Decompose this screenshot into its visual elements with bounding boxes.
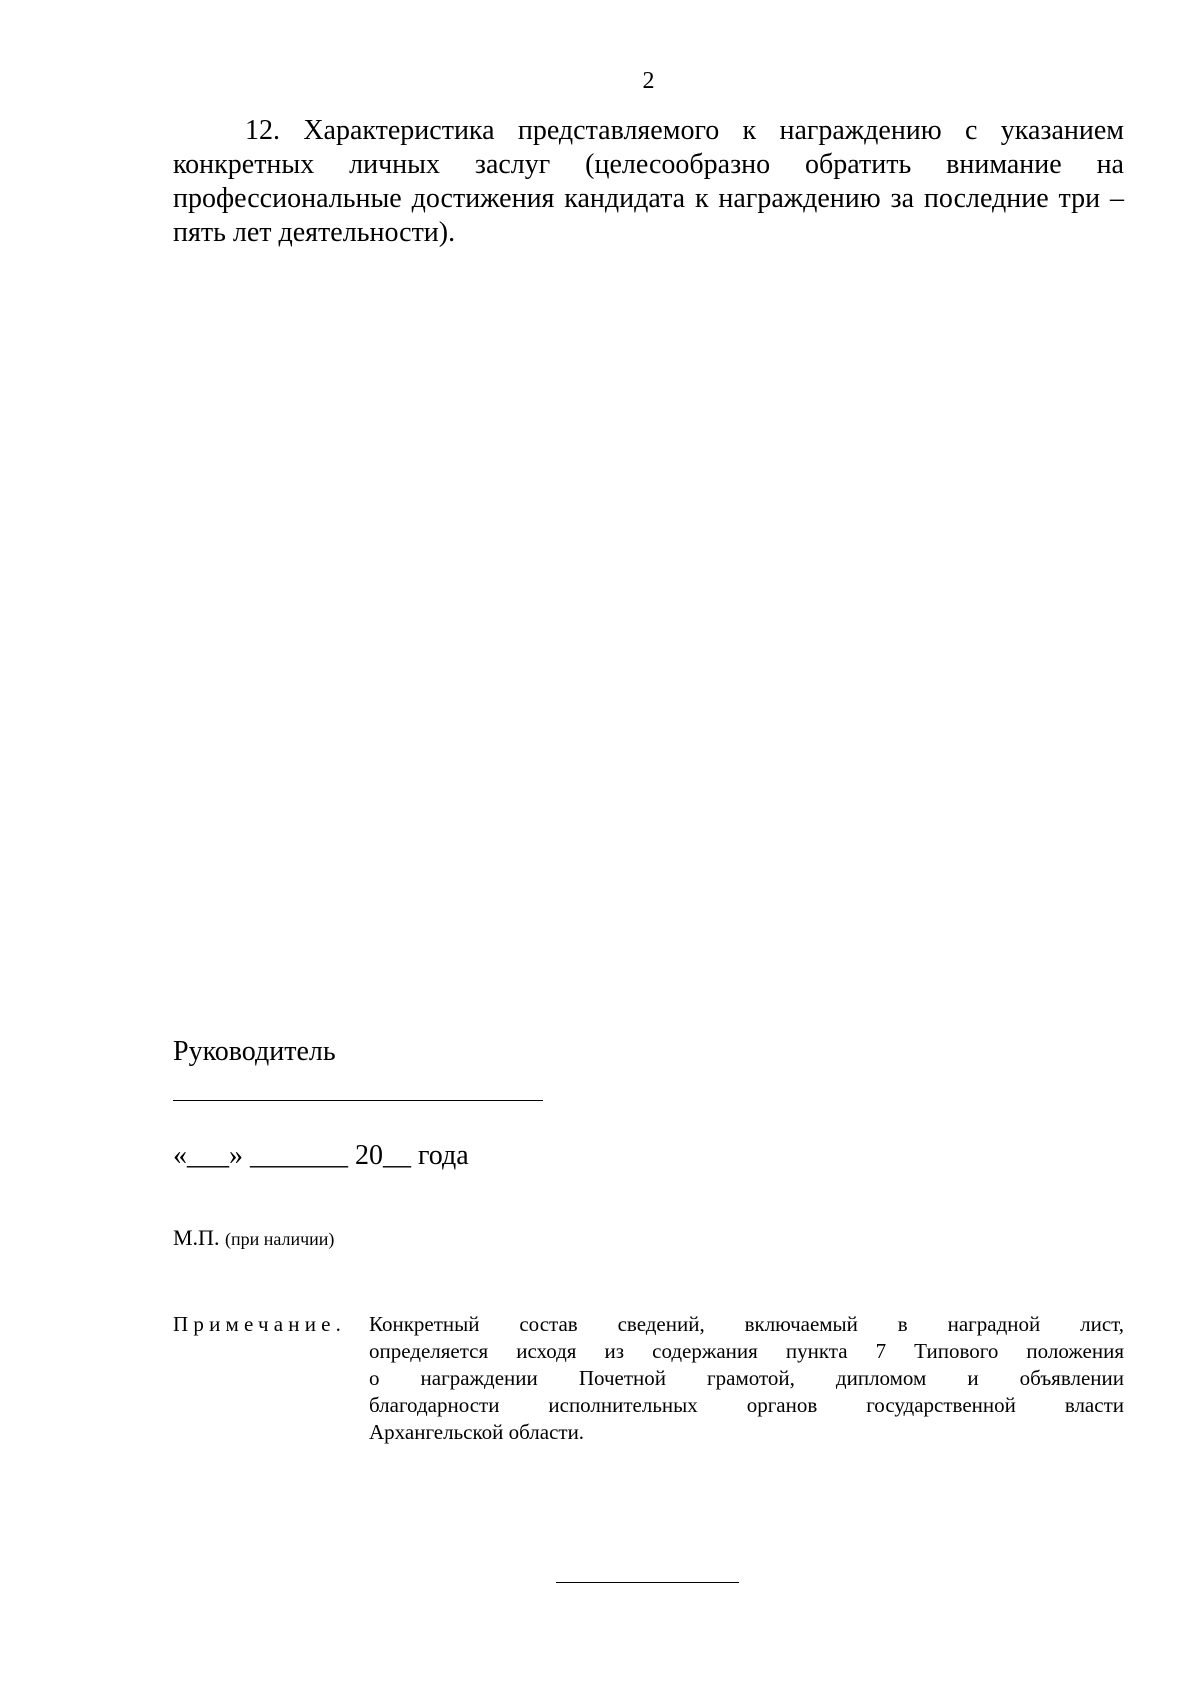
section-12-line: 12. Характеристика представляемого к награждению с указанием: [245, 115, 1124, 146]
stamp-note: (при наличии): [224, 1229, 335, 1249]
section-12-paragraph: [173, 114, 1124, 250]
note-line: о награждении Почетной грамотой, дипломом и объявлении: [369, 1366, 1124, 1390]
end-divider: [556, 1582, 739, 1583]
stamp-place: [173, 1225, 334, 1251]
section-12-line: конкретных личных заслуг (целесообразно обратить внимание на: [173, 149, 1124, 180]
note-body: [369, 1311, 1124, 1446]
page-number: 2: [642, 68, 655, 94]
date-line: «___» _______ 20__ года: [173, 1140, 469, 1171]
section-12-line: профессиональные достижения кандидата к награждению за последние три –: [173, 183, 1124, 214]
note-label: Примечание.: [173, 1312, 347, 1336]
note-line: благодарности исполнительных органов государственной власти: [369, 1393, 1124, 1417]
note-line: определяется исходя из содержания пункта 7 Типового положения: [369, 1339, 1124, 1363]
head-label: Руководитель: [173, 1036, 336, 1067]
section-12-line: пять лет деятельности).: [173, 217, 456, 248]
note-line: Архангельской области.: [369, 1420, 585, 1444]
note-line: Конкретный состав сведений, включаемый в наградной лист,: [369, 1312, 1124, 1336]
stamp-prefix: М.П.: [173, 1225, 225, 1250]
signature-line: [173, 1100, 543, 1101]
